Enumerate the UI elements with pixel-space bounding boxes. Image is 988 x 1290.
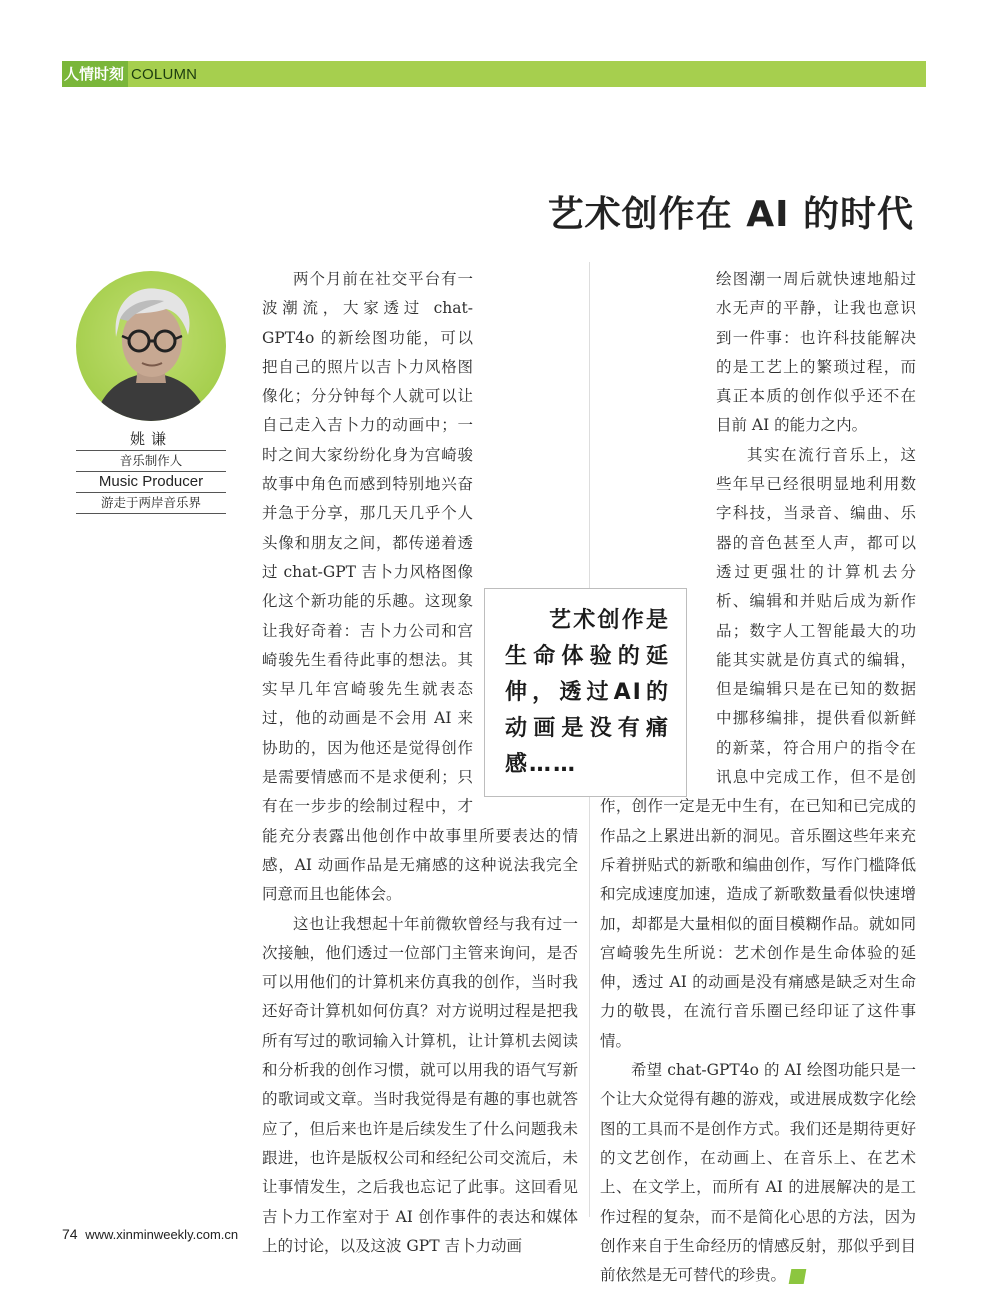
pull-quote-text: 艺术创作是生命体验的延伸，透过AI的动画是没有痛感…… (505, 608, 670, 777)
body-paragraph: 其实在流行音乐上，这些年早已经很明显地利用数字科技，当录音、编曲、乐器的音色甚至人声，都可以透过更强壮的计算机去分析、编辑和并贴后成为新作品；数字人工智能最大的功能其实就是仿真式的编辑，但是编辑只是在已知的数据中挪移编排，提供看似新鲜的新菜，符合用户的指令在讯息中完成工作，但不是创作，创作一定是无中生有，在已知和已完成的作品之上累进出新的洞见。音乐圈这些年来充斥着拼贴式的新歌和编曲创作，写作门槛降低和完成速度加速，造成了新歌数量看似快速增加，却都是大量相似的面目模糊作品。就如同宫崎骏先生所说：艺术创作是生命体验的延伸，透过 AI 的动画是没有痛感是缺乏对生命力的敬畏，在流行音乐圈已经印证了这件事情。 (600, 445, 916, 1050)
article-title: 艺术创作在 AI 的时代 (547, 194, 914, 235)
section-header-bar (62, 61, 926, 87)
author-role-en: Music Producer (76, 472, 226, 493)
body-paragraph: 这也让我想起十年前微软曾经与我有过一次接触，他们透过一位部门主管来询问，是否可以用他们的计算机来仿真我的创作，当时我还好奇计算机如何仿真？对方说明过程是把我所有写过的歌词输入计算机，让计算机去阅读和分析我的创作习惯，就可以用我的语气写新的歌词或文章。当时我觉得是有趣的事也就答应了，但后来也许是后续发生了什么问题我未跟进，也许是版权公司和经纪公司交流后，未让事情发生，之后我也忘记了此事。这回看见吉卜力工作室对于 AI 创作事件的表达和媒体上的讨论，以及这波 GPT 吉卜力动画 (262, 914, 578, 1255)
author-portrait (76, 271, 226, 421)
page-footer (62, 1226, 238, 1242)
author-info-box (76, 450, 226, 514)
website-url: www.xinminweekly.com.cn (85, 1227, 239, 1242)
author-portrait-illustration (76, 271, 226, 421)
page-number: 74 (62, 1226, 78, 1242)
end-mark-icon: 民 (789, 1269, 807, 1284)
body-paragraph: 两个月前在社交平台有一波潮流，大家透过 chat-GPT4o 的新绘图功能，可以把自己的照片以吉卜力风格图像化；分分钟每个人就可以让自己走入吉卜力的动画中；一时之间大家纷纷化身为宫崎骏故事中角色而感到特别地兴奋并急于分享，那几天几乎个人头像和朋友之间，都传递着透过 chat-GPT 吉卜力风格图像化这个新功能的乐趣。这现象让我好奇着：吉卜力公司和宫崎骏先生看待此事的想法。其实早几年宫崎骏先生就表态过，他的动画是不会用 AI 来协助的，因为他还是觉得创作是需要情感而不是求便利；只有在一步步的绘制过程中，才能充分表露出他创作中故事里所要表达的情感，AI 动画作品是无痛感的这种说法我完全同意而且也能体会。 (262, 270, 578, 904)
body-paragraph-last (600, 1056, 916, 1290)
section-label-en: COLUMN (131, 65, 198, 83)
body-paragraph-continued: 绘图潮一周后就快速地船过水无声的平静，让我也意识到一件事：也许科技能解决的是工艺上的繁琐过程，而真正本质的创作似乎还不在目前 AI 的能力之内。 (716, 270, 916, 435)
pull-quote-box (484, 588, 687, 797)
author-name: 姚谦 (129, 430, 172, 448)
body-paragraph-text: 希望 chat-GPT4o 的 AI 绘图功能只是一个让大众觉得有趣的游戏，或进展成数字化绘图的工具而不是创作方式。我们还是期待更好的文艺创作，在动画上、在音乐上、在艺术上、在文学上，而所有 AI 的进展解决的是工作过程的复杂，而不是简化心思的方法，因为创作来自于生命经历的情感反射，那似乎到目前依然是无可替代的珍贵。 (600, 1061, 916, 1285)
author-description: 游走于两岸音乐界 (76, 493, 226, 514)
section-label-cn: 人情时刻 (62, 61, 128, 87)
author-role-cn: 音乐制作人 (76, 451, 226, 472)
